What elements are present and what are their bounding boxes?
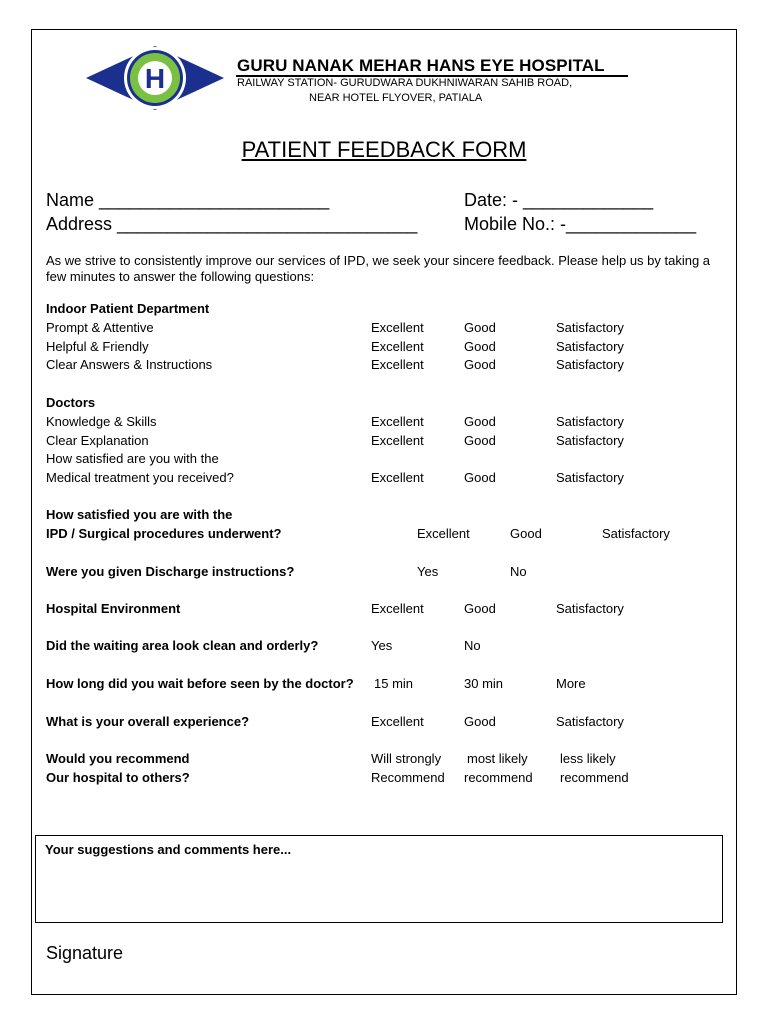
- question-label: How satisfied you are with the: [46, 507, 233, 522]
- option-most-likely-recommend[interactable]: most likely: [467, 751, 528, 766]
- question-label: Knowledge & Skills: [46, 414, 157, 429]
- option-excellent[interactable]: Excellent: [371, 357, 424, 372]
- option-30-min[interactable]: 30 min: [464, 676, 504, 691]
- question-label: How long did you wait before seen by the doctor?: [46, 676, 354, 691]
- ipd-heading: Indoor Patient Department: [46, 301, 210, 316]
- option-satisfactory[interactable]: Satisfactory: [556, 714, 624, 729]
- name-field[interactable]: Name _______________________: [46, 190, 330, 210]
- question-label: Hospital Environment: [46, 601, 181, 616]
- option-excellent[interactable]: Excellent: [371, 433, 424, 448]
- form-title: PATIENT FEEDBACK FORM: [241, 137, 527, 162]
- question-label: Clear Answers & Instructions: [46, 357, 213, 372]
- option-less-likely-recommend[interactable]: less likely: [560, 751, 616, 766]
- date-field[interactable]: Date: - _____________: [464, 190, 654, 210]
- option-excellent[interactable]: Excellent: [371, 339, 424, 354]
- option-satisfactory[interactable]: Satisfactory: [556, 320, 624, 335]
- question-label: Clear Explanation: [46, 433, 149, 448]
- question-label: How satisfied are you with the: [46, 451, 219, 466]
- mobile-field[interactable]: Mobile No.: -_____________: [464, 214, 697, 234]
- question-label: Medical treatment you received?: [46, 470, 234, 485]
- question-label: What is your overall experience?: [46, 714, 250, 729]
- option-more[interactable]: More: [556, 676, 586, 691]
- option-good[interactable]: Good: [464, 714, 496, 729]
- option-good[interactable]: Good: [464, 320, 496, 335]
- hospital-address-line1: RAILWAY STATION- GURUDWARA DUKHNIWARAN SAHIB ROAD,: [237, 77, 573, 89]
- question-label: Would you recommend: [46, 751, 190, 766]
- option-will-strongly-recommend[interactable]: Will strongly: [371, 751, 442, 766]
- option-good[interactable]: Good: [464, 414, 496, 429]
- option-yes[interactable]: Yes: [417, 564, 439, 579]
- option-good[interactable]: Good: [464, 339, 496, 354]
- question-label: Our hospital to others?: [46, 770, 190, 785]
- option-good[interactable]: Good: [464, 601, 496, 616]
- option-satisfactory[interactable]: Satisfactory: [602, 526, 670, 541]
- option-most-likely-recommend[interactable]: recommend: [464, 770, 533, 785]
- hospital-logo-icon: [86, 44, 224, 112]
- comments-label: Your suggestions and comments here...: [45, 842, 292, 857]
- doctors-heading: Doctors: [46, 395, 96, 410]
- option-no[interactable]: No: [464, 638, 481, 653]
- question-label: Prompt & Attentive: [46, 320, 154, 335]
- option-15-min[interactable]: 15 min: [374, 676, 414, 691]
- option-excellent[interactable]: Excellent: [371, 714, 424, 729]
- option-satisfactory[interactable]: Satisfactory: [556, 339, 624, 354]
- option-good[interactable]: Good: [510, 526, 542, 541]
- option-will-strongly-recommend[interactable]: Recommend: [371, 770, 445, 785]
- option-no[interactable]: No: [510, 564, 527, 579]
- option-satisfactory[interactable]: Satisfactory: [556, 414, 624, 429]
- address-field[interactable]: Address ______________________________: [46, 214, 418, 234]
- option-satisfactory[interactable]: Satisfactory: [556, 433, 624, 448]
- question-label: IPD / Surgical procedures underwent?: [46, 526, 282, 541]
- option-good[interactable]: Good: [464, 470, 496, 485]
- signature-label: Signature: [46, 943, 124, 963]
- option-satisfactory[interactable]: Satisfactory: [556, 601, 624, 616]
- option-excellent[interactable]: Excellent: [371, 320, 424, 335]
- option-good[interactable]: Good: [464, 433, 496, 448]
- logo-letter: H: [144, 63, 166, 94]
- option-less-likely-recommend[interactable]: recommend: [560, 770, 629, 785]
- option-excellent[interactable]: Excellent: [371, 470, 424, 485]
- option-satisfactory[interactable]: Satisfactory: [556, 470, 624, 485]
- comments-box[interactable]: [35, 835, 723, 923]
- option-excellent[interactable]: Excellent: [371, 414, 424, 429]
- option-good[interactable]: Good: [464, 357, 496, 372]
- question-label: Did the waiting area look clean and orderly?: [46, 638, 319, 653]
- hospital-address-line2: NEAR HOTEL FLYOVER, PATIALA: [309, 92, 483, 104]
- option-excellent[interactable]: Excellent: [417, 526, 470, 541]
- option-excellent[interactable]: Excellent: [371, 601, 424, 616]
- hospital-name: GURU NANAK MEHAR HANS EYE HOSPITAL: [237, 56, 605, 75]
- intro-text: As we strive to consistently improve our services of IPD, we seek your sincere feedback. Please help us by taking a few minutes to answer the following questions:: [46, 253, 711, 284]
- question-label: Were you given Discharge instructions?: [46, 564, 295, 579]
- option-yes[interactable]: Yes: [371, 638, 393, 653]
- question-label: Helpful & Friendly: [46, 339, 149, 354]
- option-satisfactory[interactable]: Satisfactory: [556, 357, 624, 372]
